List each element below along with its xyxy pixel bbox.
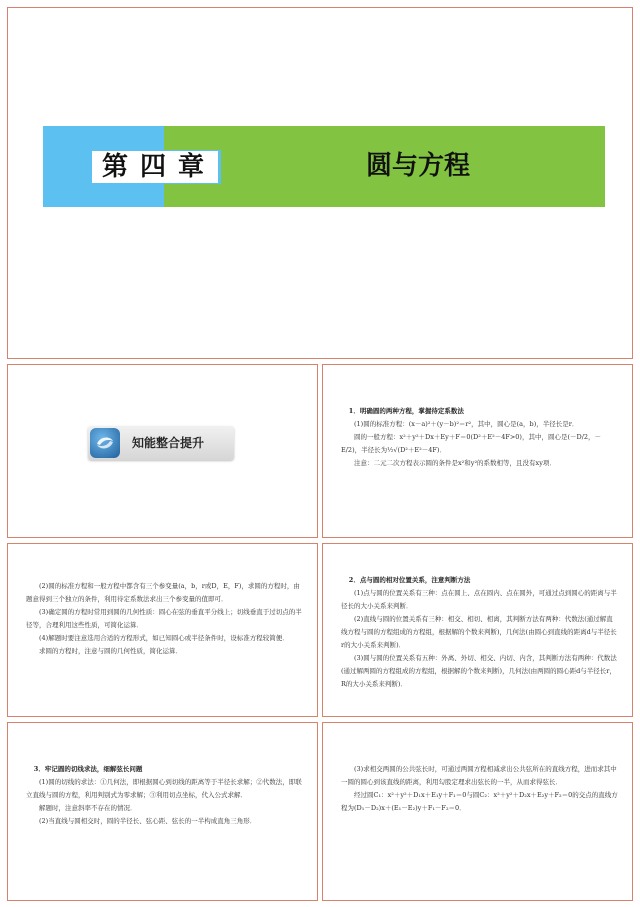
section-badge-slide — [7, 364, 318, 538]
swirl-logo-icon — [90, 428, 120, 458]
text-line: (3)确定圆的方程时常用到圆的几何性质：圆心在弦的垂直平分线上；切线垂直于过切点的半径等，合理利用这些性质，可简化运算． — [26, 608, 302, 629]
text-line: (1)圆的标准方程：(x－a)²＋(y－b)²＝r²，其中，圆心是(a，b)，半径长是r． — [354, 420, 579, 428]
chapter-title: 圆与方程 — [365, 151, 470, 181]
slide-text — [341, 405, 618, 470]
text-line: 求圆的方程时，注意与圆的几何性质，简化运算． — [39, 647, 182, 655]
text-line: 解题时，注意斜率不存在的情况． — [39, 804, 137, 812]
section-heading: 3．牢记圆的切线求法，细解弦长问题 — [33, 765, 143, 773]
badge-label: 知能整合提升 — [132, 436, 205, 450]
content-slide-common-chord — [322, 722, 633, 901]
content-slide-tangents — [7, 722, 318, 901]
section-heading: 2．点与圆的相对位置关系，注意判断方法 — [348, 576, 471, 584]
chapter-label: 第四章 — [92, 151, 218, 183]
chapter-title-slide — [7, 7, 633, 359]
text-line: (4)解题时要注意选用合适的方程形式，如已知圆心或半径条件时，设标准方程较简便． — [39, 634, 289, 642]
text-line: (2)圆的标准方程和一般方程中都含有三个参变量(a，b，r或D，E，F)，求圆的方程时，由题意得到三个独立的条件，利用待定系数法求出三个参变量的值即可． — [26, 582, 300, 603]
text-line: (2)直线与圆的位置关系有三种：相交、相切、相离，其判断方法有两种：代数法(通过解直线方程与圆的方程组成的方程组，根据解的个数来判断)，几何法(由圆心到直线的距离d与半径长r的大小关系来判断)． — [341, 615, 617, 649]
content-slide-positions — [322, 543, 633, 717]
text-line: 圆的一般方程：x²＋y²＋Dx＋Ey＋F＝0(D²＋E²－4F>0)，其中，圆心是(－D/2，－E/2)，半径长为½√(D²＋E²－4F)． — [341, 433, 602, 454]
content-slide-equations — [322, 364, 633, 538]
text-line: (1)圆的切线的求法：①几何法，即根据圆心到切线的距离等于半径长求解；②代数法，即联立直线与圆的方程，利用判别式为零求解；③利用切点坐标，代入公式求解． — [26, 778, 302, 799]
text-line: 经过圆C₁：x²＋y²＋D₁x＋E₁y＋F₁＝0与圆C₂：x²＋y²＋D₂x＋E₂y＋F₂＝0的交点的直线方程为(D₁－D₂)x＋(E₁－E₂)y＋F₁－F₂＝0． — [341, 791, 618, 812]
slide-text — [26, 763, 303, 828]
text-line: (3)求相交两圆的公共弦长时，可通过两圆方程相减求出公共弦所在的直线方程，进而求其中一圆的圆心到该直线的距离，利用勾股定理求出弦长的一半，从而求得弦长． — [341, 765, 617, 786]
section-heading: 1．明确圆的两种方程，掌握待定系数法 — [348, 407, 464, 415]
text-line: (2)当直线与圆相交时，圆的半径长、弦心距、弦长的一半构成直角三角形． — [39, 817, 257, 825]
text-line: 注意：二元二次方程表示圆的条件是x²和y²的系数相等，且没有xy项． — [354, 459, 556, 467]
slide-text — [341, 763, 618, 815]
chapter-label-box — [89, 150, 221, 184]
text-line: (1)点与圆的位置关系有三种：点在圆上、点在圆内、点在圆外，可通过点到圆心的距离与半径长的大小关系来判断． — [341, 589, 617, 610]
text-line: (3)圆与圆的位置关系有五种：外离、外切、相交、内切、内含，其判断方法有两种：代数法(通过解两圆的方程组成的方程组，根据解的个数来判断)，几何法(由两圆的圆心距d与半径长r，R的大小关系来判断)． — [341, 654, 617, 688]
section-badge[interactable] — [88, 426, 234, 460]
slide-text — [341, 574, 618, 691]
slide-text — [26, 580, 303, 658]
content-slide-equations-cont — [7, 543, 318, 717]
